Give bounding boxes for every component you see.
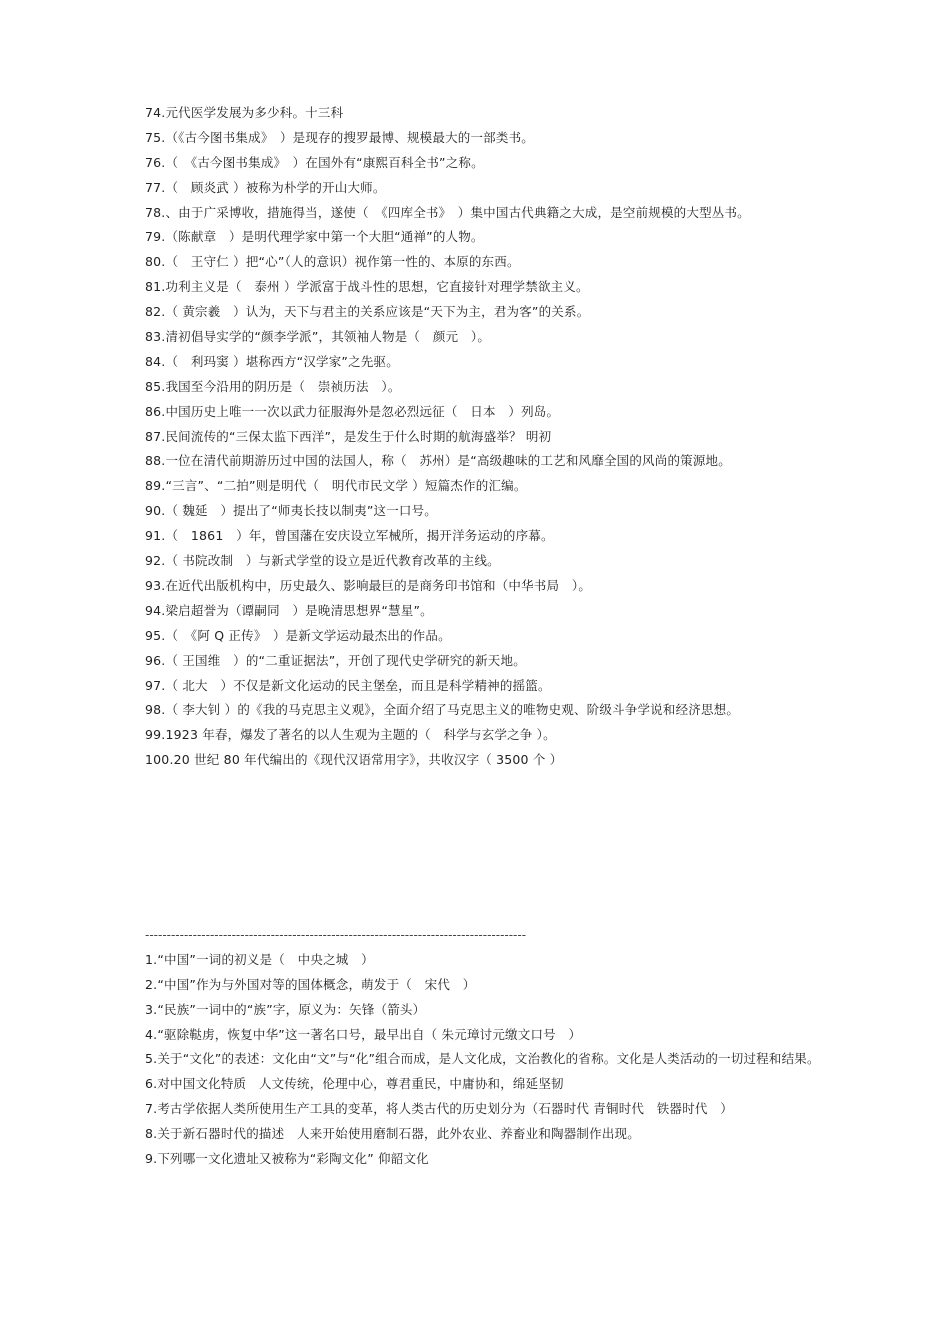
question-88: 88.一位在清代前期游历过中国的法国人，称（ 苏州）是“高级趣味的工艺和风靡全国的风尚的策源地。 xyxy=(145,453,731,469)
question-90: 90.（ 魏延 ）提出了“师夷长技以制夷”这一口号。 xyxy=(145,503,438,519)
question-2: 2.“中国”作为与外国对等的国体概念，萌发于（ 宋代 ） xyxy=(145,976,476,992)
question-83: 83.清初倡导实学的“颜李学派”，其领袖人物是（ 颜元 ）。 xyxy=(145,329,491,345)
question-list-1-9 xyxy=(145,923,825,1172)
question-82: 82.（ 黄宗羲 ）认为，天下与君主的关系应该是“天下为主，君为客”的关系。 xyxy=(145,304,590,320)
question-3: 3.“民族”一词中的“族”字，原义为：矢锋（箭头） xyxy=(145,1001,426,1017)
question-95: 95.（ 《阿 Q 正传》 ）是新文学运动最杰出的作品。 xyxy=(145,627,451,643)
question-1: 1.“中国”一词的初义是（ 中央之城 ） xyxy=(145,951,374,967)
question-5: 5.关于“文化”的表述：文化由“文”与“化”组合而成，是人文化成，文治教化的省称。文化是人类活动的一切过程和结果。 xyxy=(145,1051,820,1067)
question-4: 4.“驱除鞑虏，恢复中华”这一著名口号，最早出自（ 朱元璋讨元缴文口号 ） xyxy=(145,1026,582,1042)
question-89: 89.“三言”、“二拍”则是明代（ 明代市民文学 ）短篇杰作的汇编。 xyxy=(145,478,527,494)
question-86: 86.中国历史上唯一一次以武力征服海外是忽必烈远征（ 日本 ）列岛。 xyxy=(145,403,560,419)
question-78: 78.、由于广采博收，措施得当，遂使（ 《四库全书》 ）集中国古代典籍之大成，是空前规模的大型丛书。 xyxy=(145,204,750,220)
question-85: 85.我国至今沿用的阴历是（ 崇祯历法 ）。 xyxy=(145,378,401,394)
question-79: 79.（陈献章 ）是明代理学家中第一个大胆“通禅”的人物。 xyxy=(145,229,484,245)
question-97: 97.（ 北大 ）不仅是新文化运动的民主堡垒，而且是科学精神的摇篮。 xyxy=(145,677,551,693)
question-6: 6.对中国文化特质 人文传统，伦理中心，尊君重民，中庸协和，绵延坚韧 xyxy=(145,1076,564,1092)
question-100: 100.20 世纪 80 年代编出的《现代汉语常用字》，共收汉字（ 3500 个 ） xyxy=(145,752,563,768)
question-92: 92.（ 书院改制 ）与新式学堂的设立是近代教育改革的主线。 xyxy=(145,553,500,569)
question-87: 87.民间流传的“三保太监下西洋”，是发生于什么时期的航海盛举？ 明初 xyxy=(145,428,552,444)
question-77: 77.（ 顾炎武 ）被称为朴学的开山大师。 xyxy=(145,179,386,195)
question-74: 74.元代医学发展为多少科。十三科 xyxy=(145,105,344,120)
question-94: 94.梁启超誉为（谭嗣同 ）是晚清思想界“慧星”。 xyxy=(145,602,433,618)
question-99: 99.1923 年春，爆发了著名的以人生观为主题的（ 科学与玄学之争 ）。 xyxy=(145,727,556,743)
question-list-74-100 xyxy=(145,101,825,773)
section-divider: ---------------------------------------------------------------------------------------- xyxy=(145,928,527,942)
question-76: 76.（ 《古今图书集成》 ）在国外有“康熙百科全书”之称。 xyxy=(145,154,484,170)
question-8: 8.关于新石器时代的描述 人来开始使用磨制石器，此外农业、养畜业和陶器制作出现。 xyxy=(145,1126,640,1142)
question-9: 9.下列哪一文化遗址又被称为“彩陶文化” 仰韶文化 xyxy=(145,1151,429,1167)
question-80: 80.（ 王守仁 ）把“心”（人的意识）视作第一性的、本原的东西。 xyxy=(145,254,520,270)
question-84: 84.（ 利玛窦 ）堪称西方“汉学家”之先驱。 xyxy=(145,353,399,369)
question-7: 7.考古学依据人类所使用生产工具的变革，将人类古代的历史划分为（石器时代 青铜时代 铁器时代 ） xyxy=(145,1101,734,1117)
question-96: 96.（ 王国维 ）的“二重证据法”，开创了现代史学研究的新天地。 xyxy=(145,652,526,668)
question-81: 81.功利主义是（ 泰州 ）学派富于战斗性的思想，它直接针对理学禁欲主义。 xyxy=(145,279,589,295)
question-98: 98.（ 李大钊 ）的《我的马克思主义观》，全面介绍了马克思主义的唯物史观、阶级斗争学说和经济思想。 xyxy=(145,702,740,718)
question-93: 93.在近代出版机构中，历史最久、影响最巨的是商务印书馆和（中华书局 ）。 xyxy=(145,577,592,593)
question-91: 91.（ 1861 ）年，曾国藩在安庆设立军械所，揭开洋务运动的序幕。 xyxy=(145,528,554,544)
question-75: 75.（《古今图书集成》 ）是现存的搜罗最博、规模最大的一部类书。 xyxy=(145,129,534,145)
